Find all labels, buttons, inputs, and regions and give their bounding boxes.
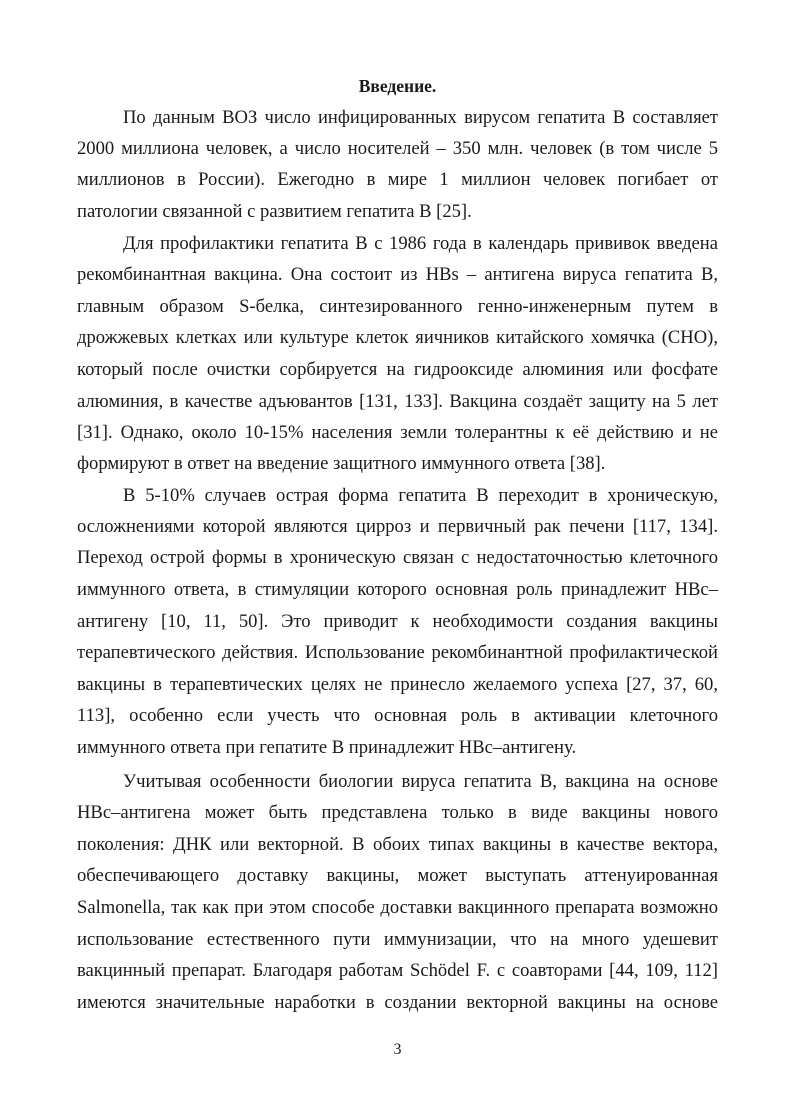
text-line: миллионов в России). Ежегодно в мире 1 миллион человек погибает от xyxy=(77,169,718,190)
text-line: По данным ВОЗ число инфицированных вирусом гепатита В составляет xyxy=(123,107,718,128)
text-line: В 5-10% случаев острая форма гепатита В переходит в хроническую, xyxy=(123,485,718,506)
text-line: Переход острой формы в хроническую связан с недостаточностью клеточного xyxy=(77,547,718,568)
text-line: иммунного ответа, в стимуляции которого основная роль принадлежит HBc– xyxy=(77,579,718,600)
text-line: алюминия, в качестве адъювантов [131, 133]. Вакцина создаёт защиту на 5 лет xyxy=(77,391,718,412)
text-line: Для профилактики гепатита В с 1986 года в календарь прививок введена xyxy=(123,233,718,254)
text-line: формируют в ответ на введение защитного иммунного ответа [38]. xyxy=(77,453,606,474)
text-line: патологии связанной с развитием гепатита В [25]. xyxy=(77,201,472,222)
text-line: осложнениями которой являются цирроз и первичный рак печени [117, 134]. xyxy=(77,516,718,537)
text-line: который после очистки сорбируется на гидрооксиде алюминия или фосфате xyxy=(77,359,718,380)
text-line: Учитывая особенности биологии вируса гепатита В, вакцина на основе xyxy=(123,771,718,792)
text-line: главным образом S-белка, синтезированного генно-инженерным путем в xyxy=(77,296,718,317)
text-line: [31]. Однако, около 10-15% населения земли толерантны к её действию и не xyxy=(77,422,718,443)
text-line: дрожжевых клетках или культуре клеток яичников китайского хомячка (CHO), xyxy=(77,327,718,348)
text-line: имеются значительные наработки в создании векторной вакцины на основе xyxy=(77,992,718,1013)
text-line: вакцины в терапевтических целях не принесло желаемого успеха [27, 37, 60, xyxy=(77,674,718,695)
text-line: HBc–антигена может быть представлена только в виде вакцины нового xyxy=(77,802,718,823)
text-line: иммунного ответа при гепатите В принадлежит HBc–антигену. xyxy=(77,737,577,758)
text-line: 113], особенно если учесть что основная роль в активации клеточного xyxy=(77,705,718,726)
page-number: 3 xyxy=(393,1041,402,1058)
section-heading: Введение. xyxy=(358,76,437,96)
text-line: вакцинный препарат. Благодаря работам Schödel F. с соавторами [44, 109, 112] xyxy=(77,960,718,981)
text-line: антигену [10, 11, 50]. Это приводит к необходимости создания вакцины xyxy=(77,611,718,632)
text-line: обеспечивающего доставку вакцины, может выступать аттенуированная xyxy=(77,865,718,886)
text-line: 2000 миллиона человек, а число носителей – 350 млн. человек (в том числе 5 xyxy=(77,138,718,159)
text-line: терапевтического действия. Использование рекомбинантной профилактической xyxy=(77,642,718,663)
text-line: использование естественного пути иммунизации, что на много удешевит xyxy=(77,929,718,950)
text-line: Salmonella, так как при этом способе доставки вакцинного препарата возможно xyxy=(77,897,718,918)
text-line: поколения: ДНК или векторной. В обоих типах вакцины в качестве вектора, xyxy=(77,834,718,855)
text-line: рекомбинантная вакцина. Она состоит из HBs – антигена вируса гепатита В, xyxy=(77,264,718,285)
